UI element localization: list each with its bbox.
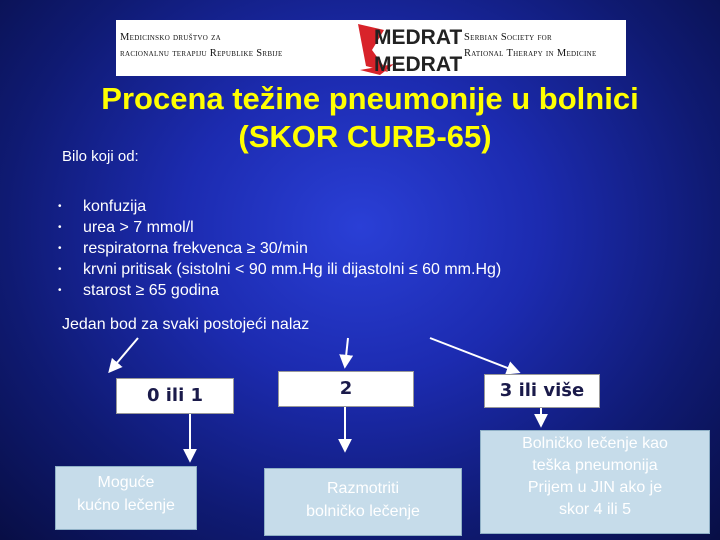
society-name-serbian-line2: racionalnu terapiju Republike Srbije <box>120 48 283 59</box>
points-note: Jedan bod za svaki postojeći nalaz <box>62 316 310 333</box>
bullet-icon: • <box>58 285 62 296</box>
arrow-to-low-score <box>110 338 138 371</box>
criteria-item: • urea > 7 mmol/l <box>58 219 194 236</box>
arrow-to-mid-score <box>345 338 348 366</box>
score-label-high: 3 ili više <box>499 380 585 401</box>
svg-text:MEDRAT: MEDRAT <box>374 26 462 49</box>
slide-subtitle: (SKOR CURB-65) <box>238 119 492 154</box>
bullet-icon: • <box>58 264 62 275</box>
outcome-high-line3: Prijem u JIN ako je <box>527 479 663 496</box>
score-label-mid: 2 <box>339 378 353 399</box>
outcome-box-high <box>480 430 710 534</box>
bullet-icon: • <box>58 201 62 212</box>
score-box-low <box>116 378 234 414</box>
bullet-icon: • <box>58 222 62 233</box>
criteria-item: • krvni pritisak (sistolni < 90 mm.Hg ili dijastolni ≤ 60 mm.Hg) <box>58 261 502 278</box>
criteria-item: • konfuzija <box>58 198 147 215</box>
bullet-icon: • <box>58 243 62 254</box>
criteria-item: • starost ≥ 65 godina <box>58 282 219 299</box>
svg-text:MEDRAT: MEDRAT <box>374 53 462 76</box>
outcome-box-low <box>55 466 197 530</box>
score-box-mid <box>278 371 414 407</box>
society-name-english-line2: Rational Therapy in Medicine <box>464 48 597 59</box>
slide-title: Procena težine pneumonije u bolnici <box>101 81 639 116</box>
outcome-box-mid <box>264 468 462 536</box>
criteria-intro: Bilo koji od: <box>62 148 139 165</box>
outcome-high-line1: Bolničko lečenje kao <box>522 435 668 452</box>
outcome-low-line2: kućno lečenje <box>77 497 175 514</box>
society-name-serbian-line1: Medicinsko društvo za <box>120 32 221 43</box>
outcome-low-line1: Moguće <box>97 474 155 491</box>
arrow-to-high-score <box>430 338 518 372</box>
score-label-low: 0 ili 1 <box>146 385 204 406</box>
outcome-high-line4: skor 4 ili 5 <box>558 501 632 518</box>
outcome-mid-line2: bolničko lečenje <box>306 503 420 520</box>
outcome-high-line2: teška pneumonija <box>532 457 658 474</box>
criteria-item: • respiratorna frekvenca ≥ 30/min <box>58 240 308 257</box>
score-box-high <box>484 374 600 408</box>
outcome-mid-line1: Razmotriti <box>326 480 399 497</box>
society-name-english-line1: Serbian Society for <box>464 32 552 43</box>
